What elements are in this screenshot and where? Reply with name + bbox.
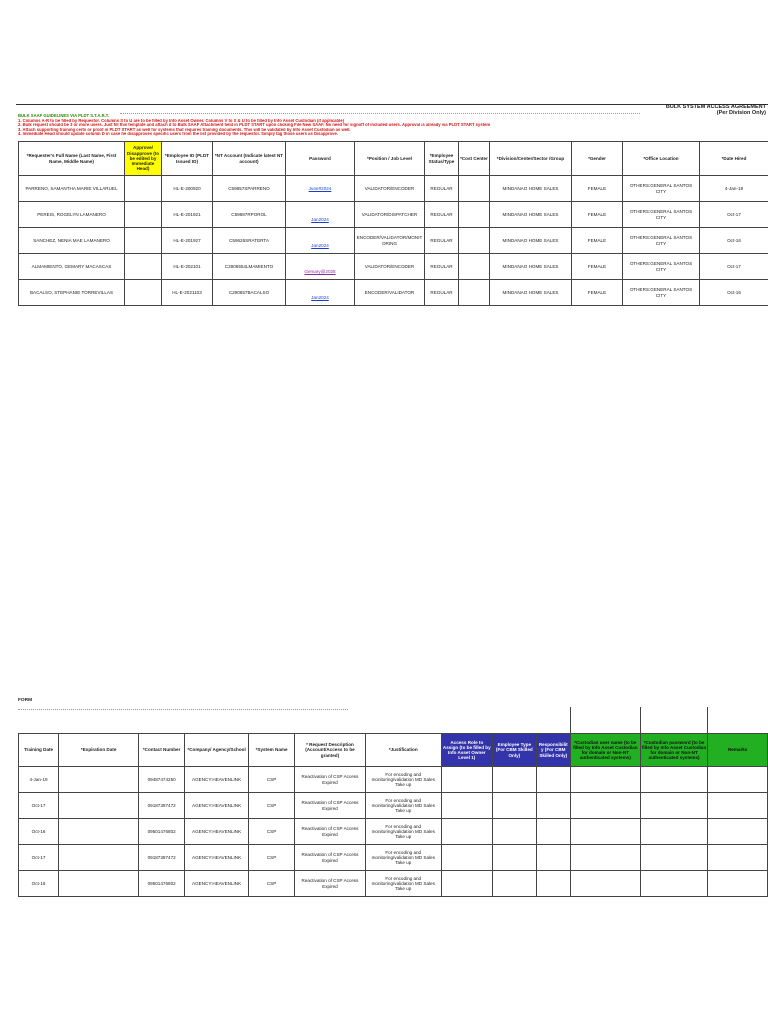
top-blank-row xyxy=(19,707,768,734)
col-custodian-password: *Custodian password (to be filled by Info Asset Custodian for domain or Non-NT authenticated systems) xyxy=(640,734,708,767)
cell-company[interactable]: AGENCY:HEAVENLINK xyxy=(185,793,249,819)
cell-training[interactable]: Oct-16 xyxy=(19,871,59,897)
cell-status[interactable]: REGULAR xyxy=(425,228,459,254)
cell-division[interactable]: MINDANAO HOME SALES xyxy=(490,280,572,306)
cell-custodian-password[interactable] xyxy=(640,819,708,845)
cell-request[interactable]: Reactivation of CSP Access Expired xyxy=(294,845,365,871)
col-contact-number: *Contact Number xyxy=(139,734,185,767)
cell-system[interactable]: CSP xyxy=(249,845,295,871)
cell-emp-id[interactable]: HL-E-200920 xyxy=(162,176,213,202)
cell-emp-id[interactable]: HL-E-202101 xyxy=(162,254,213,280)
cell-justification[interactable]: For encoding and monitoring/validation MD Sales Take up xyxy=(365,793,441,819)
cell-company[interactable]: AGENCY:HEAVENLINK xyxy=(185,845,249,871)
cell-nt[interactable]: C59626SRATERTA xyxy=(213,228,286,254)
guideline-line-2: 2. Bulk request should be 3 or more users. Just fill this template and attach it to Bulk SAAF Attachment field in PLDT START upon clicking File New SAAF. No need for signoff of included users. Approval is already via PLDT START system xyxy=(18,123,491,128)
col-custodian-username: *Custodian user name (to be filled by Info Asset Custodian for domain or Non-NT authenticated systems) xyxy=(570,734,640,767)
cell-approve[interactable] xyxy=(125,176,162,202)
col-division: *Division/Center/Sector /Group xyxy=(490,142,572,176)
cell-nt[interactable]: C59857SPARRENO xyxy=(213,176,286,202)
cell-remarks[interactable] xyxy=(708,767,768,793)
cell-system[interactable]: CSP xyxy=(249,819,295,845)
password-link[interactable]: June#2024 xyxy=(308,185,332,191)
cell-position[interactable]: VALIDATOR/DISPATCHER xyxy=(355,202,425,228)
cell-cost[interactable] xyxy=(459,280,490,306)
cell-custodian-password[interactable] xyxy=(640,845,708,871)
cell-approve[interactable] xyxy=(125,254,162,280)
cell-expiration[interactable] xyxy=(59,767,139,793)
cell-office[interactable]: OTHERS:GENERAL SANTOS CITY xyxy=(623,228,700,254)
blank-cell xyxy=(708,707,768,734)
cell-password[interactable] xyxy=(286,202,355,228)
cell-name[interactable]: PARRENO, SAMANTHA MARIE VILLARUEL xyxy=(19,176,125,202)
cell-expiration[interactable] xyxy=(59,845,139,871)
cell-custodian-username[interactable] xyxy=(570,793,640,819)
cell-training[interactable]: 4-Jan-19 xyxy=(19,767,59,793)
cell-request[interactable]: Reactivation of CSP Access Expired xyxy=(294,767,365,793)
cell-division[interactable]: MINDANAO HOME SALES xyxy=(490,228,572,254)
col-training-date: Training Date xyxy=(19,734,59,767)
table-row xyxy=(19,176,768,202)
cell-responsibility[interactable] xyxy=(536,871,570,897)
access-header-row xyxy=(19,734,768,767)
cell-responsibility[interactable] xyxy=(536,793,570,819)
cell-gender[interactable]: FEMALE xyxy=(572,254,623,280)
table-row xyxy=(19,280,768,306)
password-link[interactable]: Gemary@2025 xyxy=(304,269,336,275)
cell-justification[interactable]: For encoding and monitoring/validation MD Sales Take up xyxy=(365,845,441,871)
cell-request[interactable]: Reactivation of CSP Access Expired xyxy=(294,793,365,819)
blank-cell xyxy=(640,707,708,734)
table-row xyxy=(19,871,768,897)
guideline-line-4: 4. Immediate Head should update column D in case he disapproves specific users from the list provided by the requestor. Simply tag those users as Disapprove. xyxy=(18,132,338,137)
cell-name[interactable]: PEREIS, ROGELYN LAMANERO xyxy=(19,202,125,228)
cell-access-role[interactable] xyxy=(441,793,493,819)
cell-office[interactable]: OTHERS:GENERAL SANTOS CITY xyxy=(623,202,700,228)
cell-remarks[interactable] xyxy=(708,845,768,871)
cell-cost[interactable] xyxy=(459,228,490,254)
table-row xyxy=(19,845,768,871)
col-employee-id: *Employee ID (PLDT Issued ID) xyxy=(162,142,213,176)
cell-company[interactable]: AGENCY:HEAVENLINK xyxy=(185,871,249,897)
cell-access-role[interactable] xyxy=(441,767,493,793)
cell-justification[interactable]: For encoding and monitoring/validation MD Sales Take up xyxy=(365,767,441,793)
cell-position[interactable]: VALIDATOR/ENCODER xyxy=(355,176,425,202)
col-remarks: Remarks xyxy=(708,734,768,767)
cell-system[interactable]: CSP xyxy=(249,871,295,897)
col-cost-center: *Cost Center xyxy=(459,142,490,176)
cell-contact[interactable]: 09487474250 xyxy=(139,767,185,793)
password-link[interactable]: Jan2024 xyxy=(311,217,329,223)
cell-status[interactable]: REGULAR xyxy=(425,280,459,306)
col-access-role: Access Role to Assign (to be filled by Info Asset Owner Level 1) xyxy=(441,734,493,767)
col-date-hired: *Date Hired xyxy=(700,142,768,176)
cell-responsibility[interactable] xyxy=(536,819,570,845)
col-position: *Position / Job Level xyxy=(355,142,425,176)
cell-password[interactable] xyxy=(286,254,355,280)
col-nt-account: *NT Account (Indicate latest NT account) xyxy=(213,142,286,176)
blank-cell xyxy=(570,707,640,734)
title-line-1: BULK SYSTEM ACCESS AGREEMENT xyxy=(665,104,766,110)
col-approve: Approve/ Disapprove (to be edited by Immediate Head) xyxy=(125,142,162,176)
guideline-line-1: 1. Columns A-R to be filled by Requestor. Columns S to U are to be filled by Info Asset Owner. Columns V to X & U to be filled by Info Asset Custodian (if applicable) xyxy=(18,118,344,123)
cell-access-role[interactable] xyxy=(441,845,493,871)
cell-status[interactable]: REGULAR xyxy=(425,176,459,202)
cell-remarks[interactable] xyxy=(708,819,768,845)
cell-hired[interactable]: Oct-16 xyxy=(700,228,768,254)
cell-gender[interactable]: FEMALE xyxy=(572,228,623,254)
cell-gender[interactable]: FEMALE xyxy=(572,176,623,202)
cell-custodian-password[interactable] xyxy=(640,871,708,897)
cell-company[interactable]: AGENCY:HEAVENLINK xyxy=(185,819,249,845)
cell-contact[interactable]: 09187397472 xyxy=(139,793,185,819)
table-row xyxy=(19,202,768,228)
cell-request[interactable]: Reactivation of CSP Access Expired xyxy=(294,819,365,845)
cell-office[interactable]: OTHERS:GENERAL SANTOS CITY xyxy=(623,280,700,306)
cell-emp-id[interactable]: HL-E-201927 xyxy=(162,228,213,254)
cell-system[interactable]: CSP xyxy=(249,767,295,793)
cell-hired[interactable]: Oct-16 xyxy=(700,280,768,306)
cell-employee-type[interactable] xyxy=(493,767,537,793)
cell-cost[interactable] xyxy=(459,176,490,202)
guidelines-block xyxy=(18,114,578,137)
cell-nt[interactable]: C59887RPOROL xyxy=(213,202,286,228)
cell-name[interactable]: BACALSO, STEPHANIE TORREVILLAS xyxy=(19,280,125,306)
title-line-2: (Per Division Only) xyxy=(716,110,766,116)
cell-hired[interactable]: Oct-17 xyxy=(700,254,768,280)
cell-password[interactable] xyxy=(286,176,355,202)
cell-approve[interactable] xyxy=(125,228,162,254)
cell-custodian-password[interactable] xyxy=(640,767,708,793)
cell-responsibility[interactable] xyxy=(536,767,570,793)
top-border xyxy=(16,104,768,105)
cell-emp-id[interactable]: HL-E-2021103 xyxy=(162,280,213,306)
cell-office[interactable]: OTHERS:GENERAL SANTOS CITY xyxy=(623,254,700,280)
cell-employee-type[interactable] xyxy=(493,819,537,845)
col-employee-status: *Employee Status/Type xyxy=(425,142,459,176)
cell-contact[interactable]: 09501476802 xyxy=(139,819,185,845)
cell-responsibility[interactable] xyxy=(536,845,570,871)
cell-nt[interactable]: C290657BACALSO xyxy=(213,280,286,306)
cell-status[interactable]: REGULAR xyxy=(425,202,459,228)
form-label: FORM xyxy=(18,698,33,703)
cell-password[interactable] xyxy=(286,280,355,306)
requester-table xyxy=(18,141,768,306)
cell-division[interactable]: MINDANAO HOME SALES xyxy=(490,254,572,280)
cell-approve[interactable] xyxy=(125,280,162,306)
cell-expiration[interactable] xyxy=(59,819,139,845)
cell-password[interactable] xyxy=(286,228,355,254)
blank-cell xyxy=(19,707,571,734)
cell-contact[interactable]: 09501476802 xyxy=(139,871,185,897)
cell-position[interactable]: ENCODER/VALIDATOR/MONITORING xyxy=(355,228,425,254)
password-link[interactable]: Jan2024 xyxy=(311,243,329,249)
col-gender: *Gender xyxy=(572,142,623,176)
guidelines-title: BULK SAAF GUIDELINES VIA PLDT S.T.A.R.T. xyxy=(18,113,110,118)
cell-training[interactable]: Oct-17 xyxy=(19,793,59,819)
table-row xyxy=(19,793,768,819)
cell-training[interactable]: Oct-17 xyxy=(19,845,59,871)
col-justification: *Justification xyxy=(365,734,441,767)
cell-custodian-username[interactable] xyxy=(570,871,640,897)
col-system-name: *System Name xyxy=(249,734,295,767)
cell-employee-type[interactable] xyxy=(493,845,537,871)
cell-custodian-username[interactable] xyxy=(570,819,640,845)
access-request-table xyxy=(18,707,768,897)
table-row xyxy=(19,254,768,280)
col-expiration-date: *Expiration Date xyxy=(59,734,139,767)
cell-emp-id[interactable]: HL-E-201921 xyxy=(162,202,213,228)
document-title xyxy=(666,104,766,116)
cell-access-role[interactable] xyxy=(441,819,493,845)
cell-access-role[interactable] xyxy=(441,871,493,897)
cell-name[interactable]: SANCHEZ, NENIA MAE LAMANERO xyxy=(19,228,125,254)
cell-nt[interactable]: C2906554LMAMIENTO xyxy=(213,254,286,280)
cell-training[interactable]: Oct-16 xyxy=(19,819,59,845)
cell-contact[interactable]: 09187397472 xyxy=(139,845,185,871)
cell-system[interactable]: CSP xyxy=(249,793,295,819)
cell-remarks[interactable] xyxy=(708,793,768,819)
col-company: *Company/ Agency/School xyxy=(185,734,249,767)
col-full-name: *Requester's Full Name (Last Name, First Name, Middle Name) xyxy=(19,142,125,176)
cell-approve[interactable] xyxy=(125,202,162,228)
col-employee-type: Employee Type (For CBM Skilled Only) xyxy=(493,734,537,767)
cell-expiration[interactable] xyxy=(59,793,139,819)
col-responsibility: Responsibilit y (For CBM Skilled Only) xyxy=(536,734,570,767)
cell-justification[interactable]: For encoding and monitoring/validation MD Sales Take up xyxy=(365,819,441,845)
cell-hired[interactable]: Oct-17 xyxy=(700,202,768,228)
cell-office[interactable]: OTHERS:GENERAL SANTOS CITY xyxy=(623,176,700,202)
col-office-location: *Office Location xyxy=(623,142,700,176)
cell-justification[interactable]: For encoding and monitoring/validation MD Sales Take up xyxy=(365,871,441,897)
cell-hired[interactable]: 4-Jan-19 xyxy=(700,176,768,202)
table-row xyxy=(19,228,768,254)
cell-request[interactable]: Reactivation of CSP Access Expired xyxy=(294,871,365,897)
cell-position[interactable]: VALIDATOR/ENCODER xyxy=(355,254,425,280)
cell-custodian-username[interactable] xyxy=(570,845,640,871)
cell-employee-type[interactable] xyxy=(493,871,537,897)
cell-remarks[interactable] xyxy=(708,871,768,897)
cell-gender[interactable]: FEMALE xyxy=(572,280,623,306)
password-link[interactable]: Jan2024 xyxy=(311,295,329,301)
cell-employee-type[interactable] xyxy=(493,793,537,819)
cell-position[interactable]: ENCODER/VALIDATOR xyxy=(355,280,425,306)
col-password: Password xyxy=(286,142,355,176)
cell-cost[interactable] xyxy=(459,202,490,228)
cell-company[interactable]: AGENCY:HEAVENLINK xyxy=(185,767,249,793)
cell-gender[interactable]: FEMALE xyxy=(572,202,623,228)
table-row xyxy=(19,767,768,793)
cell-custodian-username[interactable] xyxy=(570,767,640,793)
guideline-line-3: 3. Attach supporting training certs or proof in PLDT START as well for systems that requires training documents. This will be validated by Info Asset Custodian as well. xyxy=(18,127,351,132)
cell-division[interactable]: MINDANAO HOME SALES xyxy=(490,202,572,228)
col-request-description: * Request Description (Account/Access to be granted) xyxy=(294,734,365,767)
table-row xyxy=(19,819,768,845)
cell-division[interactable]: MINDANAO HOME SALES xyxy=(490,176,572,202)
cell-expiration[interactable] xyxy=(59,871,139,897)
cell-name[interactable]: ALMAMIENTO, GEMARY MACASCAS xyxy=(19,254,125,280)
cell-custodian-password[interactable] xyxy=(640,793,708,819)
requester-header-row xyxy=(19,142,768,176)
cell-cost[interactable] xyxy=(459,254,490,280)
cell-status[interactable]: REGULAR xyxy=(425,254,459,280)
